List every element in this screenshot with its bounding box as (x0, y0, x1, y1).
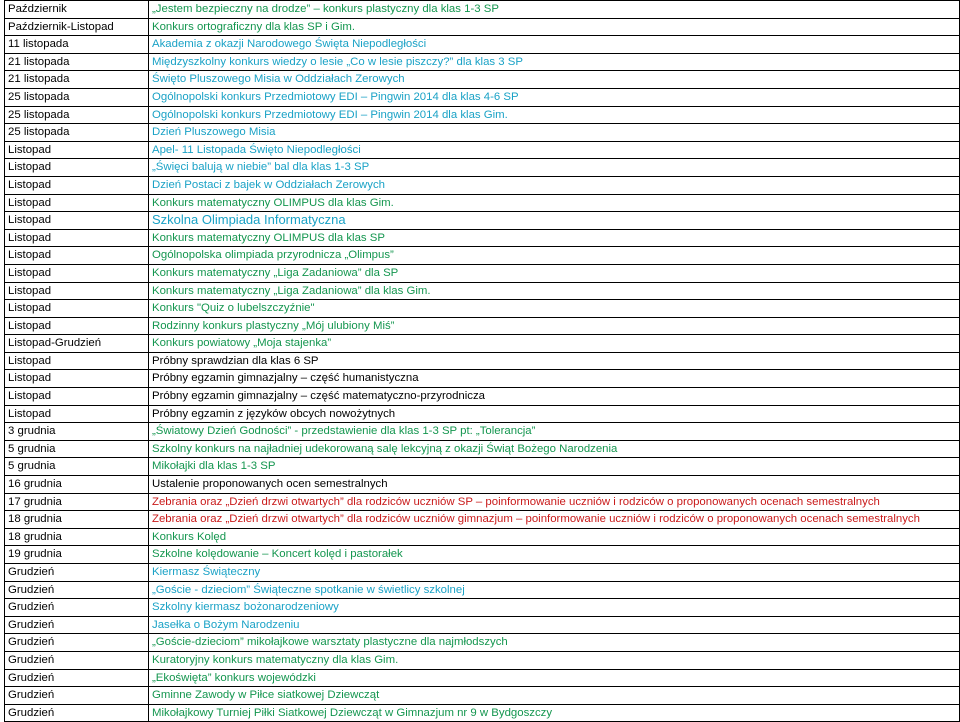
date-cell: Listopad (5, 247, 149, 265)
table-row (5, 388, 960, 406)
event-cell: „Jestem bezpieczny na drodze” – konkurs plastyczny dla klas 1-3 SP (149, 1, 960, 19)
table-row (5, 141, 960, 159)
table-row (5, 194, 960, 212)
date-cell: 11 listopada (5, 36, 149, 54)
event-cell: Próbny egzamin z języków obcych nowożytnych (149, 405, 960, 423)
date-cell: Grudzień (5, 599, 149, 617)
event-cell: Konkurs matematyczny OLIMPUS dla klas SP (149, 229, 960, 247)
date-cell: 5 grudnia (5, 440, 149, 458)
date-cell: Grudzień (5, 616, 149, 634)
date-cell: 18 grudnia (5, 511, 149, 529)
date-cell: Listopad (5, 141, 149, 159)
table-row (5, 476, 960, 494)
event-cell: Ogólnopolski konkurs Przedmiotowy EDI – Pingwin 2014 dla klas Gim. (149, 106, 960, 124)
date-cell: 5 grudnia (5, 458, 149, 476)
event-cell: Kuratoryjny konkurs matematyczny dla klas Gim. (149, 651, 960, 669)
table-row (5, 88, 960, 106)
table-row (5, 36, 960, 54)
event-cell: Apel- 11 Listopada Święto Niepodległości (149, 141, 960, 159)
event-cell: Mikołajki dla klas 1-3 SP (149, 458, 960, 476)
table-row (5, 581, 960, 599)
table-row (5, 651, 960, 669)
event-cell: Konkurs matematyczny „Liga Zadaniowa” dla klas Gim. (149, 282, 960, 300)
event-cell: Mikołajkowy Turniej Piłki Siatkowej Dziewcząt w Gimnazjum nr 9 w Bydgoszczy (149, 704, 960, 722)
date-cell: 18 grudnia (5, 528, 149, 546)
event-cell: Zebrania oraz „Dzień drzwi otwartych” dla rodziców uczniów gimnazjum – poinformowanie uczniów i rodziców o proponowanych ocenach semestralnych (149, 511, 960, 529)
date-cell: Listopad (5, 264, 149, 282)
event-cell: Rodzinny konkurs plastyczny „Mój ulubiony Miś” (149, 317, 960, 335)
schedule-body (5, 1, 960, 722)
event-cell: Ustalenie proponowanych ocen semestralnych (149, 476, 960, 494)
event-cell: „Goście - dzieciom” Świąteczne spotkanie w świetlicy szkolnej (149, 581, 960, 599)
event-cell: Święto Pluszowego Misia w Oddziałach Zerowych (149, 71, 960, 89)
date-cell: 25 listopada (5, 106, 149, 124)
event-cell: Próbny egzamin gimnazjalny – część humanistyczna (149, 370, 960, 388)
date-cell: Listopad (5, 388, 149, 406)
table-row (5, 1, 960, 19)
table-row (5, 18, 960, 36)
event-cell: „Goście-dzieciom” mikołajkowe warsztaty plastyczne dla najmłodszych (149, 634, 960, 652)
event-cell: Konkurs ortograficzny dla klas SP i Gim. (149, 18, 960, 36)
table-row (5, 440, 960, 458)
table-row (5, 616, 960, 634)
event-cell: Gminne Zawody w Piłce siatkowej Dziewcząt (149, 687, 960, 705)
date-cell: Listopad (5, 159, 149, 177)
date-cell: Listopad (5, 282, 149, 300)
date-cell: Listopad (5, 352, 149, 370)
table-row (5, 405, 960, 423)
table-row (5, 546, 960, 564)
date-cell: Listopad (5, 229, 149, 247)
table-row (5, 423, 960, 441)
table-row (5, 352, 960, 370)
date-cell: Grudzień (5, 704, 149, 722)
event-cell: Dzień Postaci z bajek w Oddziałach Zerowych (149, 176, 960, 194)
date-cell: Listopad (5, 317, 149, 335)
event-cell: Próbny egzamin gimnazjalny – część matematyczno-przyrodnicza (149, 388, 960, 406)
date-cell: Listopad-Grudzień (5, 335, 149, 353)
event-cell: Międzyszkolny konkurs wiedzy o lesie „Co w lesie piszczy?” dla klas 3 SP (149, 53, 960, 71)
event-cell: Konkurs matematyczny „Liga Zadaniowa” dla SP (149, 264, 960, 282)
table-row (5, 247, 960, 265)
table-row (5, 229, 960, 247)
table-row (5, 53, 960, 71)
date-cell: Październik-Listopad (5, 18, 149, 36)
table-row (5, 564, 960, 582)
event-cell: Konkurs Kolęd (149, 528, 960, 546)
schedule-table (4, 0, 960, 722)
date-cell: 25 listopada (5, 88, 149, 106)
event-cell: Konkurs matematyczny OLIMPUS dla klas Gim. (149, 194, 960, 212)
event-cell: Dzień Pluszowego Misia (149, 124, 960, 142)
date-cell: Listopad (5, 212, 149, 230)
date-cell: Październik (5, 1, 149, 19)
event-cell: Ogólnopolski konkurs Przedmiotowy EDI – Pingwin 2014 dla klas 4-6 SP (149, 88, 960, 106)
date-cell: 19 grudnia (5, 546, 149, 564)
table-row (5, 159, 960, 177)
date-cell: 21 listopada (5, 71, 149, 89)
table-row (5, 704, 960, 722)
event-cell: Szkolne kolędowanie – Koncert kolęd i pastorałek (149, 546, 960, 564)
table-row (5, 493, 960, 511)
table-row (5, 106, 960, 124)
table-row (5, 212, 960, 230)
event-cell: Ogólnopolska olimpiada przyrodnicza „Olimpus” (149, 247, 960, 265)
event-cell: Szkolna Olimpiada Informatyczna (149, 212, 960, 230)
date-cell: Grudzień (5, 564, 149, 582)
date-cell: Grudzień (5, 669, 149, 687)
table-row (5, 370, 960, 388)
event-cell: Próbny sprawdzian dla klas 6 SP (149, 352, 960, 370)
table-row (5, 282, 960, 300)
event-cell: „Ekoświęta” konkurs wojewódzki (149, 669, 960, 687)
table-row (5, 599, 960, 617)
table-row (5, 511, 960, 529)
table-row (5, 71, 960, 89)
event-cell: Konkurs powiatowy „Moja stajenka” (149, 335, 960, 353)
date-cell: Listopad (5, 370, 149, 388)
event-cell: Konkurs "Quiz o lubelszczyźnie" (149, 300, 960, 318)
table-row (5, 300, 960, 318)
table-row (5, 687, 960, 705)
event-cell: Zebrania oraz „Dzień drzwi otwartych” dla rodziców uczniów SP – poinformowanie uczniów i rodziców o proponowanych ocenach semestralnych (149, 493, 960, 511)
table-row (5, 176, 960, 194)
table-row (5, 124, 960, 142)
event-cell: „Święci balują w niebie” bal dla klas 1-3 SP (149, 159, 960, 177)
event-cell: Szkolny konkurs na najładniej udekorowaną salę lekcyjną z okazji Świąt Bożego Narodzenia (149, 440, 960, 458)
table-row (5, 634, 960, 652)
event-cell: Akademia z okazji Narodowego Święta Niepodległości (149, 36, 960, 54)
table-row (5, 335, 960, 353)
event-cell: Kiermasz Świąteczny (149, 564, 960, 582)
date-cell: Listopad (5, 176, 149, 194)
date-cell: 21 listopada (5, 53, 149, 71)
table-row (5, 264, 960, 282)
date-cell: 16 grudnia (5, 476, 149, 494)
date-cell: Listopad (5, 405, 149, 423)
date-cell: 17 grudnia (5, 493, 149, 511)
table-row (5, 317, 960, 335)
event-cell: Szkolny kiermasz bożonarodzeniowy (149, 599, 960, 617)
table-row (5, 669, 960, 687)
table-row (5, 528, 960, 546)
table-row (5, 458, 960, 476)
event-cell: Jasełka o Bożym Narodzeniu (149, 616, 960, 634)
date-cell: Grudzień (5, 634, 149, 652)
event-cell: „Światowy Dzień Godności” - przedstawienie dla klas 1-3 SP pt: „Tolerancja” (149, 423, 960, 441)
date-cell: Grudzień (5, 651, 149, 669)
date-cell: 3 grudnia (5, 423, 149, 441)
date-cell: Grudzień (5, 687, 149, 705)
date-cell: Listopad (5, 194, 149, 212)
date-cell: 25 listopada (5, 124, 149, 142)
date-cell: Grudzień (5, 581, 149, 599)
date-cell: Listopad (5, 300, 149, 318)
